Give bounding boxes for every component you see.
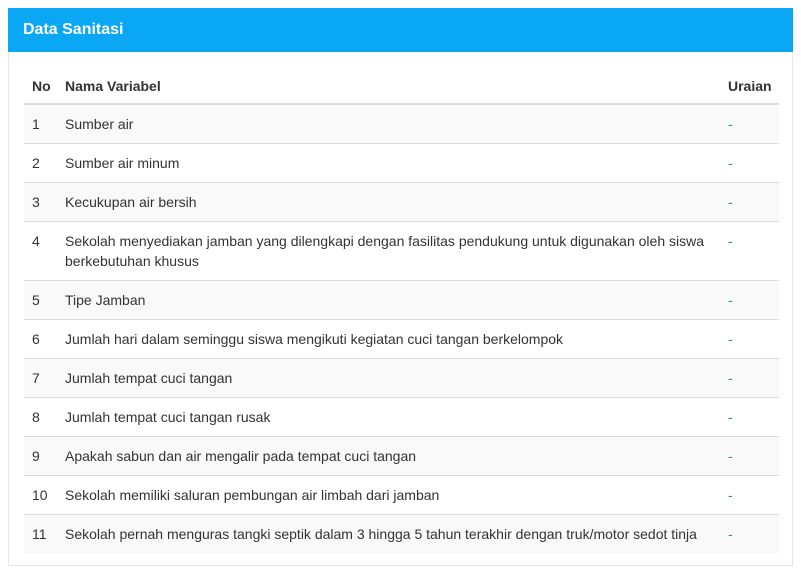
row-no: 3 (24, 183, 65, 222)
row-value-text: - (728, 370, 733, 386)
row-name: Tipe Jamban (65, 281, 728, 320)
table-header (24, 69, 779, 104)
header-row (24, 69, 779, 104)
row-value-text: - (728, 233, 733, 249)
header-no: No (24, 69, 65, 104)
row-name: Sumber air minum (65, 144, 728, 183)
row-value (728, 398, 779, 437)
row-name: Sekolah pernah menguras tangki septik dalam 3 hingga 5 tahun terakhir dengan truk/motor sedot tinja (65, 515, 728, 554)
table-row (24, 183, 779, 222)
sanitation-table-container (24, 69, 779, 553)
row-no: 4 (24, 222, 65, 281)
row-value-text: - (728, 526, 733, 542)
table-row (24, 437, 779, 476)
table-row (24, 476, 779, 515)
row-value (728, 476, 779, 515)
sanitation-table (24, 69, 779, 553)
row-value (728, 320, 779, 359)
row-name: Apakah sabun dan air mengalir pada tempat cuci tangan (65, 437, 728, 476)
row-value-text: - (728, 292, 733, 308)
row-no: 9 (24, 437, 65, 476)
row-no: 7 (24, 359, 65, 398)
sanitation-panel (8, 8, 793, 566)
row-value (728, 359, 779, 398)
row-name: Sekolah menyediakan jamban yang dilengkapi dengan fasilitas pendukung untuk digunakan oleh siswa berkebutuhan khusus (65, 222, 728, 281)
table-row (24, 398, 779, 437)
row-name: Sumber air (65, 104, 728, 144)
row-value (728, 437, 779, 476)
table-row (24, 515, 779, 554)
table-row (24, 144, 779, 183)
row-value (728, 222, 779, 281)
row-value (728, 104, 779, 144)
row-no: 11 (24, 515, 65, 554)
row-no: 5 (24, 281, 65, 320)
row-name: Sekolah memiliki saluran pembungan air limbah dari jamban (65, 476, 728, 515)
table-row (24, 222, 779, 281)
row-value-text: - (728, 155, 733, 171)
row-no: 8 (24, 398, 65, 437)
table-row (24, 320, 779, 359)
row-value (728, 183, 779, 222)
row-value-text: - (728, 116, 733, 132)
row-value (728, 281, 779, 320)
table-row (24, 104, 779, 144)
table-row (24, 359, 779, 398)
row-value-text: - (728, 409, 733, 425)
table-body (24, 104, 779, 553)
row-no: 10 (24, 476, 65, 515)
panel-title: Data Sanitasi (8, 8, 793, 52)
row-name: Kecukupan air bersih (65, 183, 728, 222)
header-name: Nama Variabel (65, 69, 728, 104)
row-value-text: - (728, 194, 733, 210)
row-no: 2 (24, 144, 65, 183)
row-value-text: - (728, 448, 733, 464)
row-value (728, 144, 779, 183)
row-no: 6 (24, 320, 65, 359)
table-row (24, 281, 779, 320)
row-value (728, 515, 779, 554)
row-no: 1 (24, 104, 65, 144)
row-name: Jumlah tempat cuci tangan rusak (65, 398, 728, 437)
row-name: Jumlah tempat cuci tangan (65, 359, 728, 398)
header-value: Uraian (728, 69, 779, 104)
row-value-text: - (728, 487, 733, 503)
row-name: Jumlah hari dalam seminggu siswa mengikuti kegiatan cuci tangan berkelompok (65, 320, 728, 359)
row-value-text: - (728, 331, 733, 347)
